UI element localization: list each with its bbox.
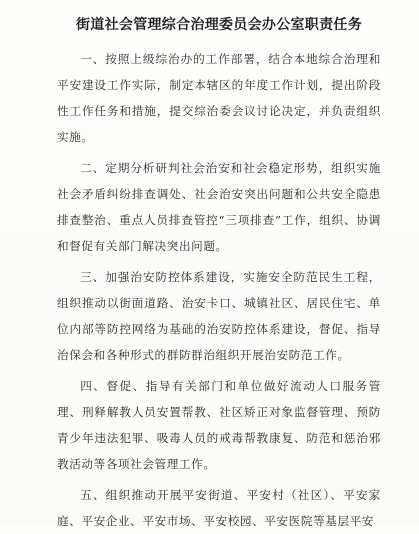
paragraph-2: 二、定期分析研判社会治安和社会稳定形势，组织实施社会矛盾纠纷排查调处、社会治安突出问题和公共安全隐患排查整治、重点人员排查管控“三项排查”工作，组织、协调和督促有关部门解决突出问题。 xyxy=(57,161,381,253)
paragraph-3: 三、加强治安防控体系建设，实施安全防范民生工程，组织推动以街面道路、治安卡口、城镇社区、居民住宅、单位内部等防控网络为基础的治安防控体系建设，督促、指导治保会和各种形式的群防群治组织开展治安防范工作。 xyxy=(57,270,381,362)
document-title: 街道社会管理综合治理委员会办公室职责任务 xyxy=(76,17,362,33)
paragraph-5: 五、组织推动开展平安街道、平安村（社区）、平安家庭、平安企业、平安市场、平安校园、平安医院等基层平安 xyxy=(57,488,381,528)
paragraph-4: 四、督促、指导有关部门和单位做好流动人口服务管理、刑释解教人员安置帮教、社区矫正对象监督管理、预防青少年违法犯罪、吸毒人员的戒毒帮教康复、防范和惩治邪教活动等各项社会管理工作。 xyxy=(57,379,381,471)
paragraph-1: 一、按照上级综治办的工作部署，结合本地综合治理和平安建设工作实际，制定本辖区的年度工作计划，提出阶段性工作任务和措施，提交综治委会议讨论决定，并负责组织实施。 xyxy=(57,52,381,144)
